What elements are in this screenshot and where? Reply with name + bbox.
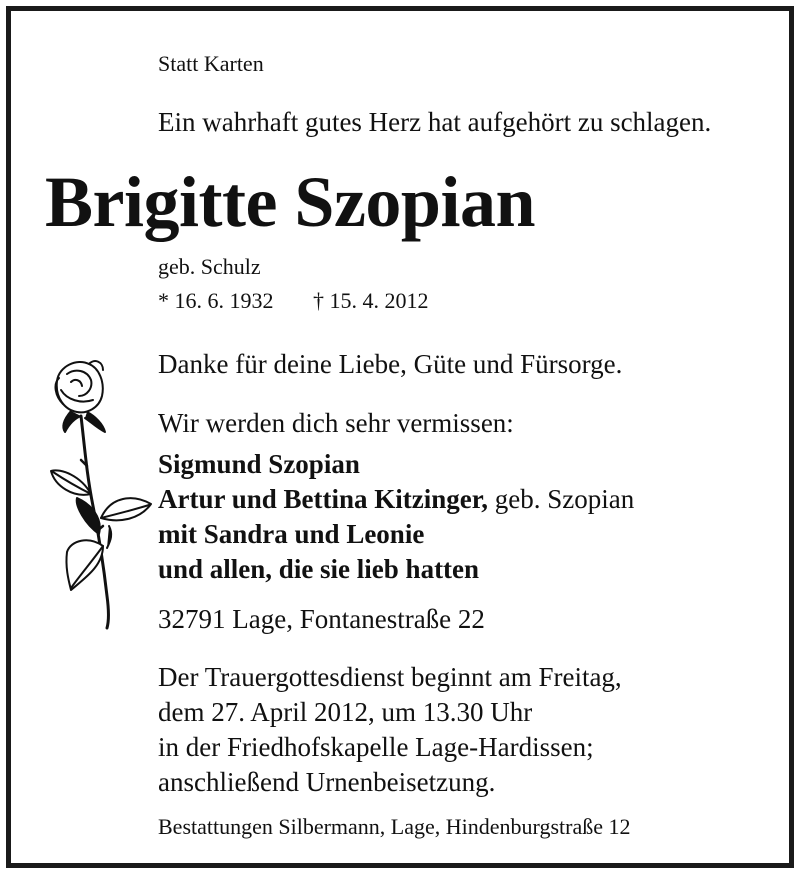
mourner-line-2-bold: Artur und Bettina Kitzinger,	[158, 484, 489, 514]
service-line-2: dem 27. April 2012, um 13.30 Uhr	[158, 697, 533, 727]
life-dates	[158, 288, 429, 314]
intro-text: Statt Karten	[158, 51, 264, 76]
motto-text: Ein wahrhaft gutes Herz hat aufgehört zu schlagen.	[158, 107, 712, 137]
mourner-line-2-regular: geb. Szopian	[488, 484, 635, 514]
maiden-name: geb. Schulz	[158, 254, 261, 279]
service-line-3: in der Friedhofskapelle Lage-Hardissen;	[158, 732, 594, 762]
obituary-frame	[6, 6, 794, 868]
service-line-4: anschließend Urnenbeisetzung.	[158, 767, 496, 797]
mourner-line-4: und allen, die sie lieb hatten	[158, 554, 480, 584]
death-date: † 15. 4. 2012	[313, 288, 429, 313]
rose-icon	[47, 356, 157, 631]
thanks-text: Danke für deine Liebe, Güte und Fürsorge.	[158, 349, 623, 379]
address-text: 32791 Lage, Fontanestraße 22	[158, 604, 485, 634]
miss-text: Wir werden dich sehr vermissen:	[158, 408, 514, 438]
service-line-1: Der Trauergottesdienst beginnt am Freitag,	[158, 662, 622, 692]
mourner-line-2	[158, 484, 634, 515]
mourner-line-1: Sigmund Szopian	[158, 449, 360, 479]
mourner-line-3: mit Sandra und Leonie	[158, 519, 425, 549]
birth-date: * 16. 6. 1932	[158, 288, 274, 313]
deceased-name: Brigitte Szopian	[45, 162, 535, 242]
undertaker-text: Bestattungen Silbermann, Lage, Hindenburgstraße 12	[158, 814, 631, 839]
